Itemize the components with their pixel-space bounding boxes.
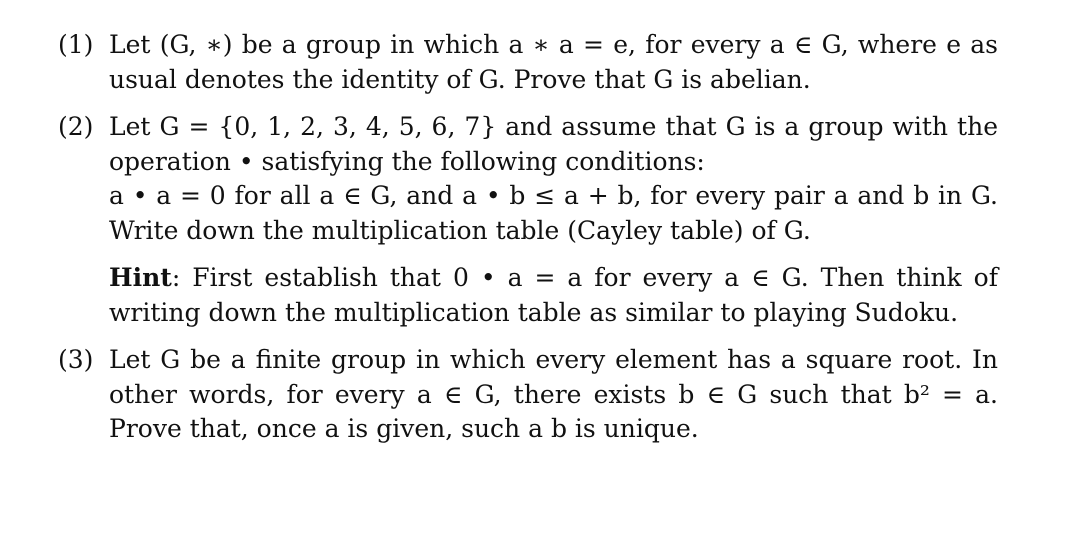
problem-text-line: usual denotes the identity of G. Prove that G is abelian. — [109, 64, 811, 94]
problem-3 — [58, 343, 998, 447]
problem-text-line: Prove that, once a is given, such a b is unique. — [109, 414, 699, 443]
problem-text-line: Let G be a finite group in which every element has a square root. In — [109, 345, 998, 374]
problem-2 — [58, 110, 998, 330]
problem-text-line: a • a = 0 for all a ∈ G, and a • b ≤ a + b, for every pair a and b in G. — [109, 181, 998, 210]
hint-line: writing down the multiplication table as similar to playing Sudoku. — [109, 297, 959, 327]
hint-block — [109, 261, 998, 330]
problem-text-line: Let (G, ∗) be a group in which a ∗ a = e, for every a ∈ G, where e as — [109, 30, 998, 59]
problem-number: (3) — [58, 345, 94, 374]
hint-line — [109, 261, 998, 296]
problem-1 — [58, 28, 998, 97]
problem-number: (2) — [58, 112, 94, 141]
problem-text-line: Write down the multiplication table (Cayley table) of G. — [109, 215, 811, 245]
problem-text-line: Let G = {0, 1, 2, 3, 4, 5, 6, 7} and assume that G is a group with the — [109, 112, 998, 141]
problem-text-line: operation • satisfying the following conditions: — [109, 146, 705, 176]
problem-number: (1) — [58, 30, 94, 59]
problem-sheet — [58, 28, 998, 447]
hint-label: Hint — [109, 263, 172, 292]
problem-text-line: other words, for every a ∈ G, there exists b ∈ G such that b² = a. — [109, 379, 998, 409]
hint-text: : First establish that 0 • a = a for every a ∈ G. Then think of — [171, 263, 998, 292]
